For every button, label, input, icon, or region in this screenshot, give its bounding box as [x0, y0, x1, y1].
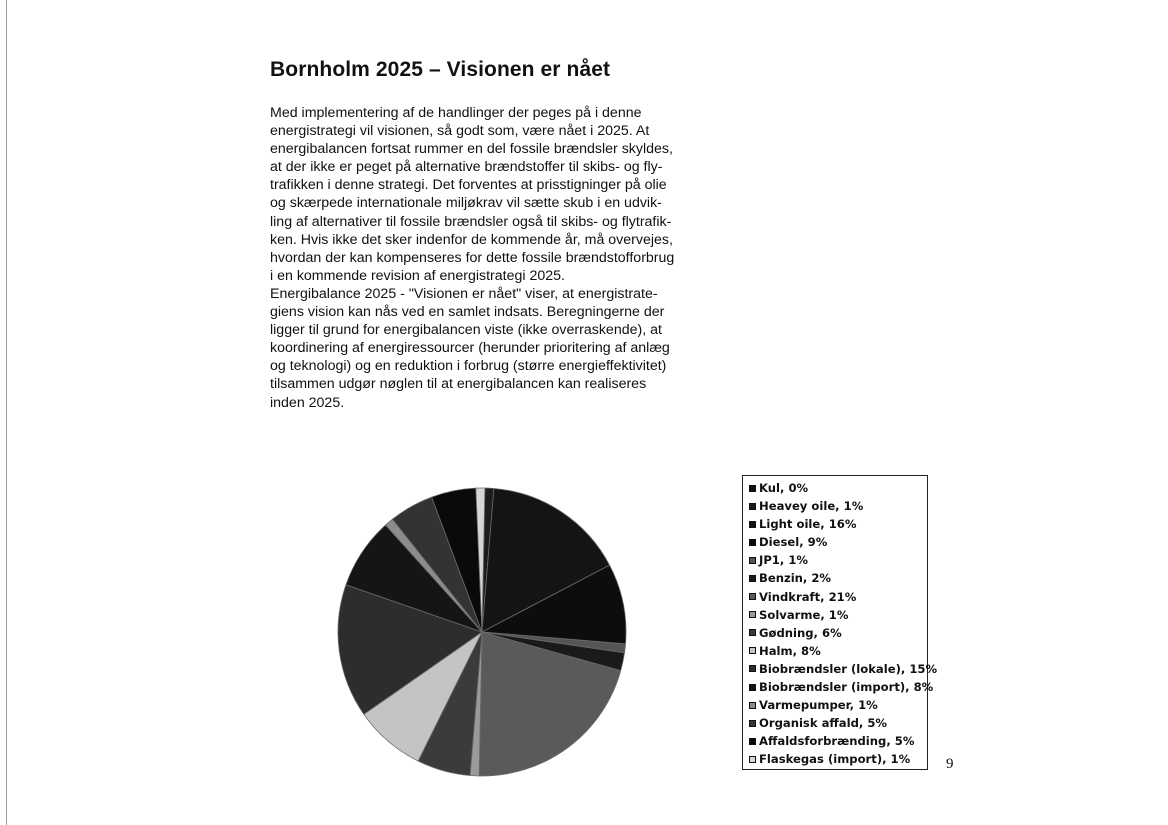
legend-label: Solvarme, 1%	[759, 607, 849, 622]
pie-chart-svg	[335, 485, 629, 779]
legend-label: Varmepumper, 1%	[759, 698, 878, 713]
legend-entry	[749, 479, 927, 497]
legend-swatch	[749, 756, 756, 763]
legend-label: Diesel, 9%	[759, 535, 828, 550]
body-paragraph	[270, 104, 710, 412]
legend-swatch	[749, 521, 756, 528]
body-line: koordinering af energiressourcer (herunder prioritering af anlæg	[270, 340, 670, 357]
legend-swatch	[749, 702, 756, 709]
legend-swatch	[749, 485, 756, 492]
body-line: energistrategi vil visionen, så godt som, være nået i 2025. At	[270, 123, 650, 140]
legend-label: Flaskegas (import), 1%	[759, 752, 911, 767]
page-title: Bornholm 2025 – Visionen er nået	[270, 58, 611, 81]
legend-entry	[749, 533, 927, 551]
legend-swatch	[749, 720, 756, 727]
legend-entry	[749, 497, 927, 515]
page-number: 9	[946, 756, 954, 772]
legend-entry	[749, 696, 927, 714]
legend-swatch	[749, 503, 756, 510]
legend-entry	[749, 714, 927, 732]
legend-swatch	[749, 557, 756, 564]
legend-label: Biobrændsler (lokale), 15%	[759, 661, 938, 676]
legend-swatch	[749, 539, 756, 546]
body-line: i en kommende revision af energistrategi 2025.	[270, 267, 565, 284]
body-line: at der ikke er peget på alternative brændstoffer til skibs- og fly-	[270, 159, 663, 176]
legend-swatch	[749, 684, 756, 691]
legend-entry	[749, 606, 927, 624]
legend-entry	[749, 515, 927, 533]
legend-label: Benzin, 2%	[759, 571, 832, 586]
legend-entry	[749, 660, 938, 678]
legend-entry	[749, 678, 934, 696]
legend-entry	[749, 750, 927, 768]
legend-entry	[749, 732, 927, 750]
legend-label: Heavey oile, 1%	[759, 499, 864, 514]
body-line: ligger til grund for energibalancen viste (ikke overraskende), at	[270, 322, 662, 339]
legend-label: Halm, 8%	[759, 643, 821, 658]
body-line: hvordan der kan kompenseres for dette fossile brændstofforbrug	[270, 249, 675, 266]
body-line: Energibalance 2025 - "Visionen er nået" viser, at energistrate-	[270, 285, 658, 302]
legend-swatch	[749, 611, 756, 618]
legend-swatch	[749, 647, 756, 654]
pie-chart	[335, 485, 629, 779]
legend-swatch	[749, 593, 756, 600]
body-line: inden 2025.	[270, 394, 345, 411]
body-line: ling af alternativer til fossile brændsler også til skibs- og flytrafik-	[270, 213, 672, 230]
legend-entry	[749, 642, 927, 660]
legend-label: JP1, 1%	[759, 553, 809, 568]
legend-swatch	[749, 629, 756, 636]
chart-legend	[742, 475, 938, 770]
legend-label: Organisk affald, 5%	[759, 716, 888, 731]
legend-label: Gødning, 6%	[759, 625, 842, 640]
legend-label: Light oile, 16%	[759, 517, 857, 532]
legend-entry	[749, 551, 927, 569]
legend-label: Vindkraft, 21%	[759, 589, 857, 604]
legend-label: Kul, 0%	[759, 481, 809, 495]
legend-label: Affaldsforbrænding, 5%	[759, 734, 915, 749]
legend-label: Biobrændsler (import), 8%	[759, 680, 934, 695]
body-line: tilsammen udgør nøglen til at energibalancen kan realiseres	[270, 376, 647, 393]
page-edge-line	[6, 0, 7, 825]
body-line: Med implementering af de handlinger der peges på i denne	[270, 105, 642, 121]
body-line: energibalancen fortsat rummer en del fossile brændsler skyldes,	[270, 141, 673, 158]
body-line: ken. Hvis ikke det sker indenfor de kommende år, må overvejes,	[270, 231, 673, 248]
legend-entry	[749, 588, 927, 606]
legend-swatch	[749, 665, 756, 672]
body-line: trafikken i denne strategi. Det forventes at prisstigninger på olie	[270, 177, 667, 194]
body-line: giens vision kan nås ved en samlet indsats. Beregningerne der	[270, 304, 665, 321]
body-line: og teknologi) og en reduktion i forbrug (større energieffektivitet)	[270, 358, 667, 375]
body-line: og skærpede internationale miljøkrav vil sætte skub i en udvik-	[270, 195, 662, 212]
legend-swatch	[749, 738, 756, 745]
legend-entry	[749, 624, 927, 642]
legend-swatch	[749, 575, 756, 582]
legend-entry	[749, 569, 927, 587]
